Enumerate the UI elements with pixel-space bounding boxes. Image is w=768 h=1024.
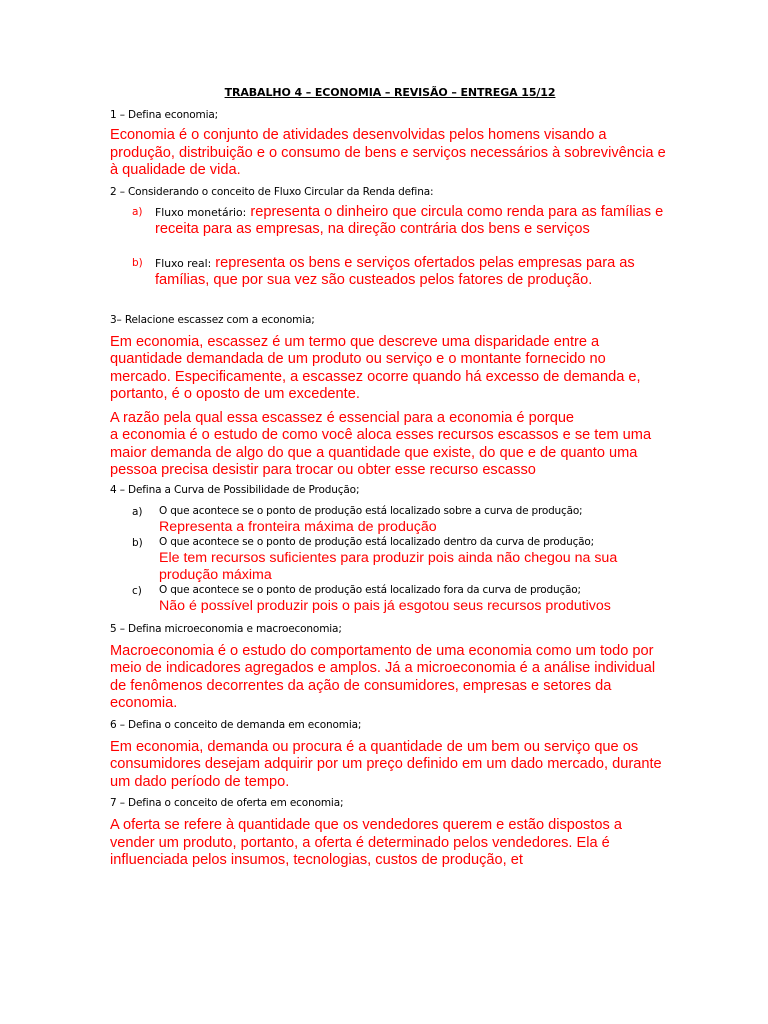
question-4: 4 – Defina a Curva de Possibilidade de Produção; [110,483,360,496]
question-2: 2 – Considerando o conceito de Fluxo Circular da Renda defina: [110,185,434,198]
item-marker: a) [132,205,143,218]
item-answer: Ele tem recursos suficientes para produzir pois ainda não chegou na sua produção máxima [159,550,618,583]
item-label: Fluxo real: [155,256,212,270]
question-7: 7 – Defina o conceito de oferta em economia; [110,797,344,809]
item-label: Fluxo monetário: [155,205,247,219]
answer-5: Macroeconomia é o estudo do comportamento de uma economia como um todo por meio de indicadores agregados e amplos. Já a microeconomia é a análise individual de fenômenos decorrentes da ação de consumidores, empresas e setores da economia. [110,642,656,711]
answer-6: Em economia, demanda ou procura é a quantidade de um bem ou serviço que os consumidores desejam adquirir por um preço definido em um dado mercado, durante um dado período de tempo. [110,738,662,790]
question-4-item-c [110,583,670,615]
question-1: 1 – Defina economia; [110,109,219,121]
answer-3-paragraph-1: Em economia, escassez é um termo que descreve uma disparidade entre a quantidade demandada de um produto ou serviço e o montante fornecido no mercado. Especificamente, a escassez ocorre quando há excesso de demanda e, portanto, é o oposto de um excedente. [110,333,641,402]
document-page [110,86,670,876]
item-marker: b) [132,256,143,269]
item-marker: a) [132,505,143,518]
item-marker: b) [132,537,143,549]
item-question: O que acontece se o ponto de produção está localizado fora da curva de produção; [159,584,581,596]
item-question: O que acontece se o ponto de produção está localizado dentro da curva de produção; [159,536,594,548]
answer-3-line-1: A razão pela qual essa escassez é essencial para a economia é porque [110,409,575,426]
answer-3-paragraph-2 [110,410,670,480]
question-2-item-a [110,204,670,239]
item-marker: c) [132,585,142,597]
item-answer: Não é possível produzir pois o pais já esgotou seus recursos produtivos [159,598,611,614]
question-5: 5 – Defina microeconomia e macroeconomia; [110,622,342,635]
document-title: TRABALHO 4 – ECONOMIA – REVISÃO – ENTREGA 15/12 [224,86,556,99]
item-question: O que acontece se o ponto de produção está localizado sobre a curva de produção; [159,504,583,517]
question-4-item-a [110,504,670,536]
answer-7: A oferta se refere à quantidade que os vendedores querem e estão dispostos a vender um produto, portanto, a oferta é determinado pelos vendedores. Ela é influenciada pelos insumos, tecnologias, custos de produção, et [110,817,622,868]
question-4-item-b [110,535,670,583]
question-6: 6 – Defina o conceito de demanda em economia; [110,718,362,731]
answer-3-rest: a economia é o estudo de como você aloca esses recursos escassos e se tem uma maior demanda de algo do que a quantidade que existe, do que e de quanto uma pessoa precisa desistir para trocar ou obter esse recurso escasso [110,427,652,478]
question-2-item-b [110,255,670,290]
item-answer: representa o dinheiro que circula como renda para as famílias e receita para as empresas, na direção contrária dos bens e serviços [155,203,664,237]
answer-1: Economia é o conjunto de atividades desenvolvidas pelos homens visando a produção, distribuição e o consumo de bens e serviços necessários à sobrevivência e à qualidade de vida. [110,127,666,178]
question-3: 3– Relacione escassez com a economia; [110,313,315,326]
item-answer: representa os bens e serviços ofertados pelas empresas para as famílias, que por sua vez são custeados pelos fatores de produção. [155,254,635,288]
item-answer: Representa a fronteira máxima de produção [159,518,437,535]
